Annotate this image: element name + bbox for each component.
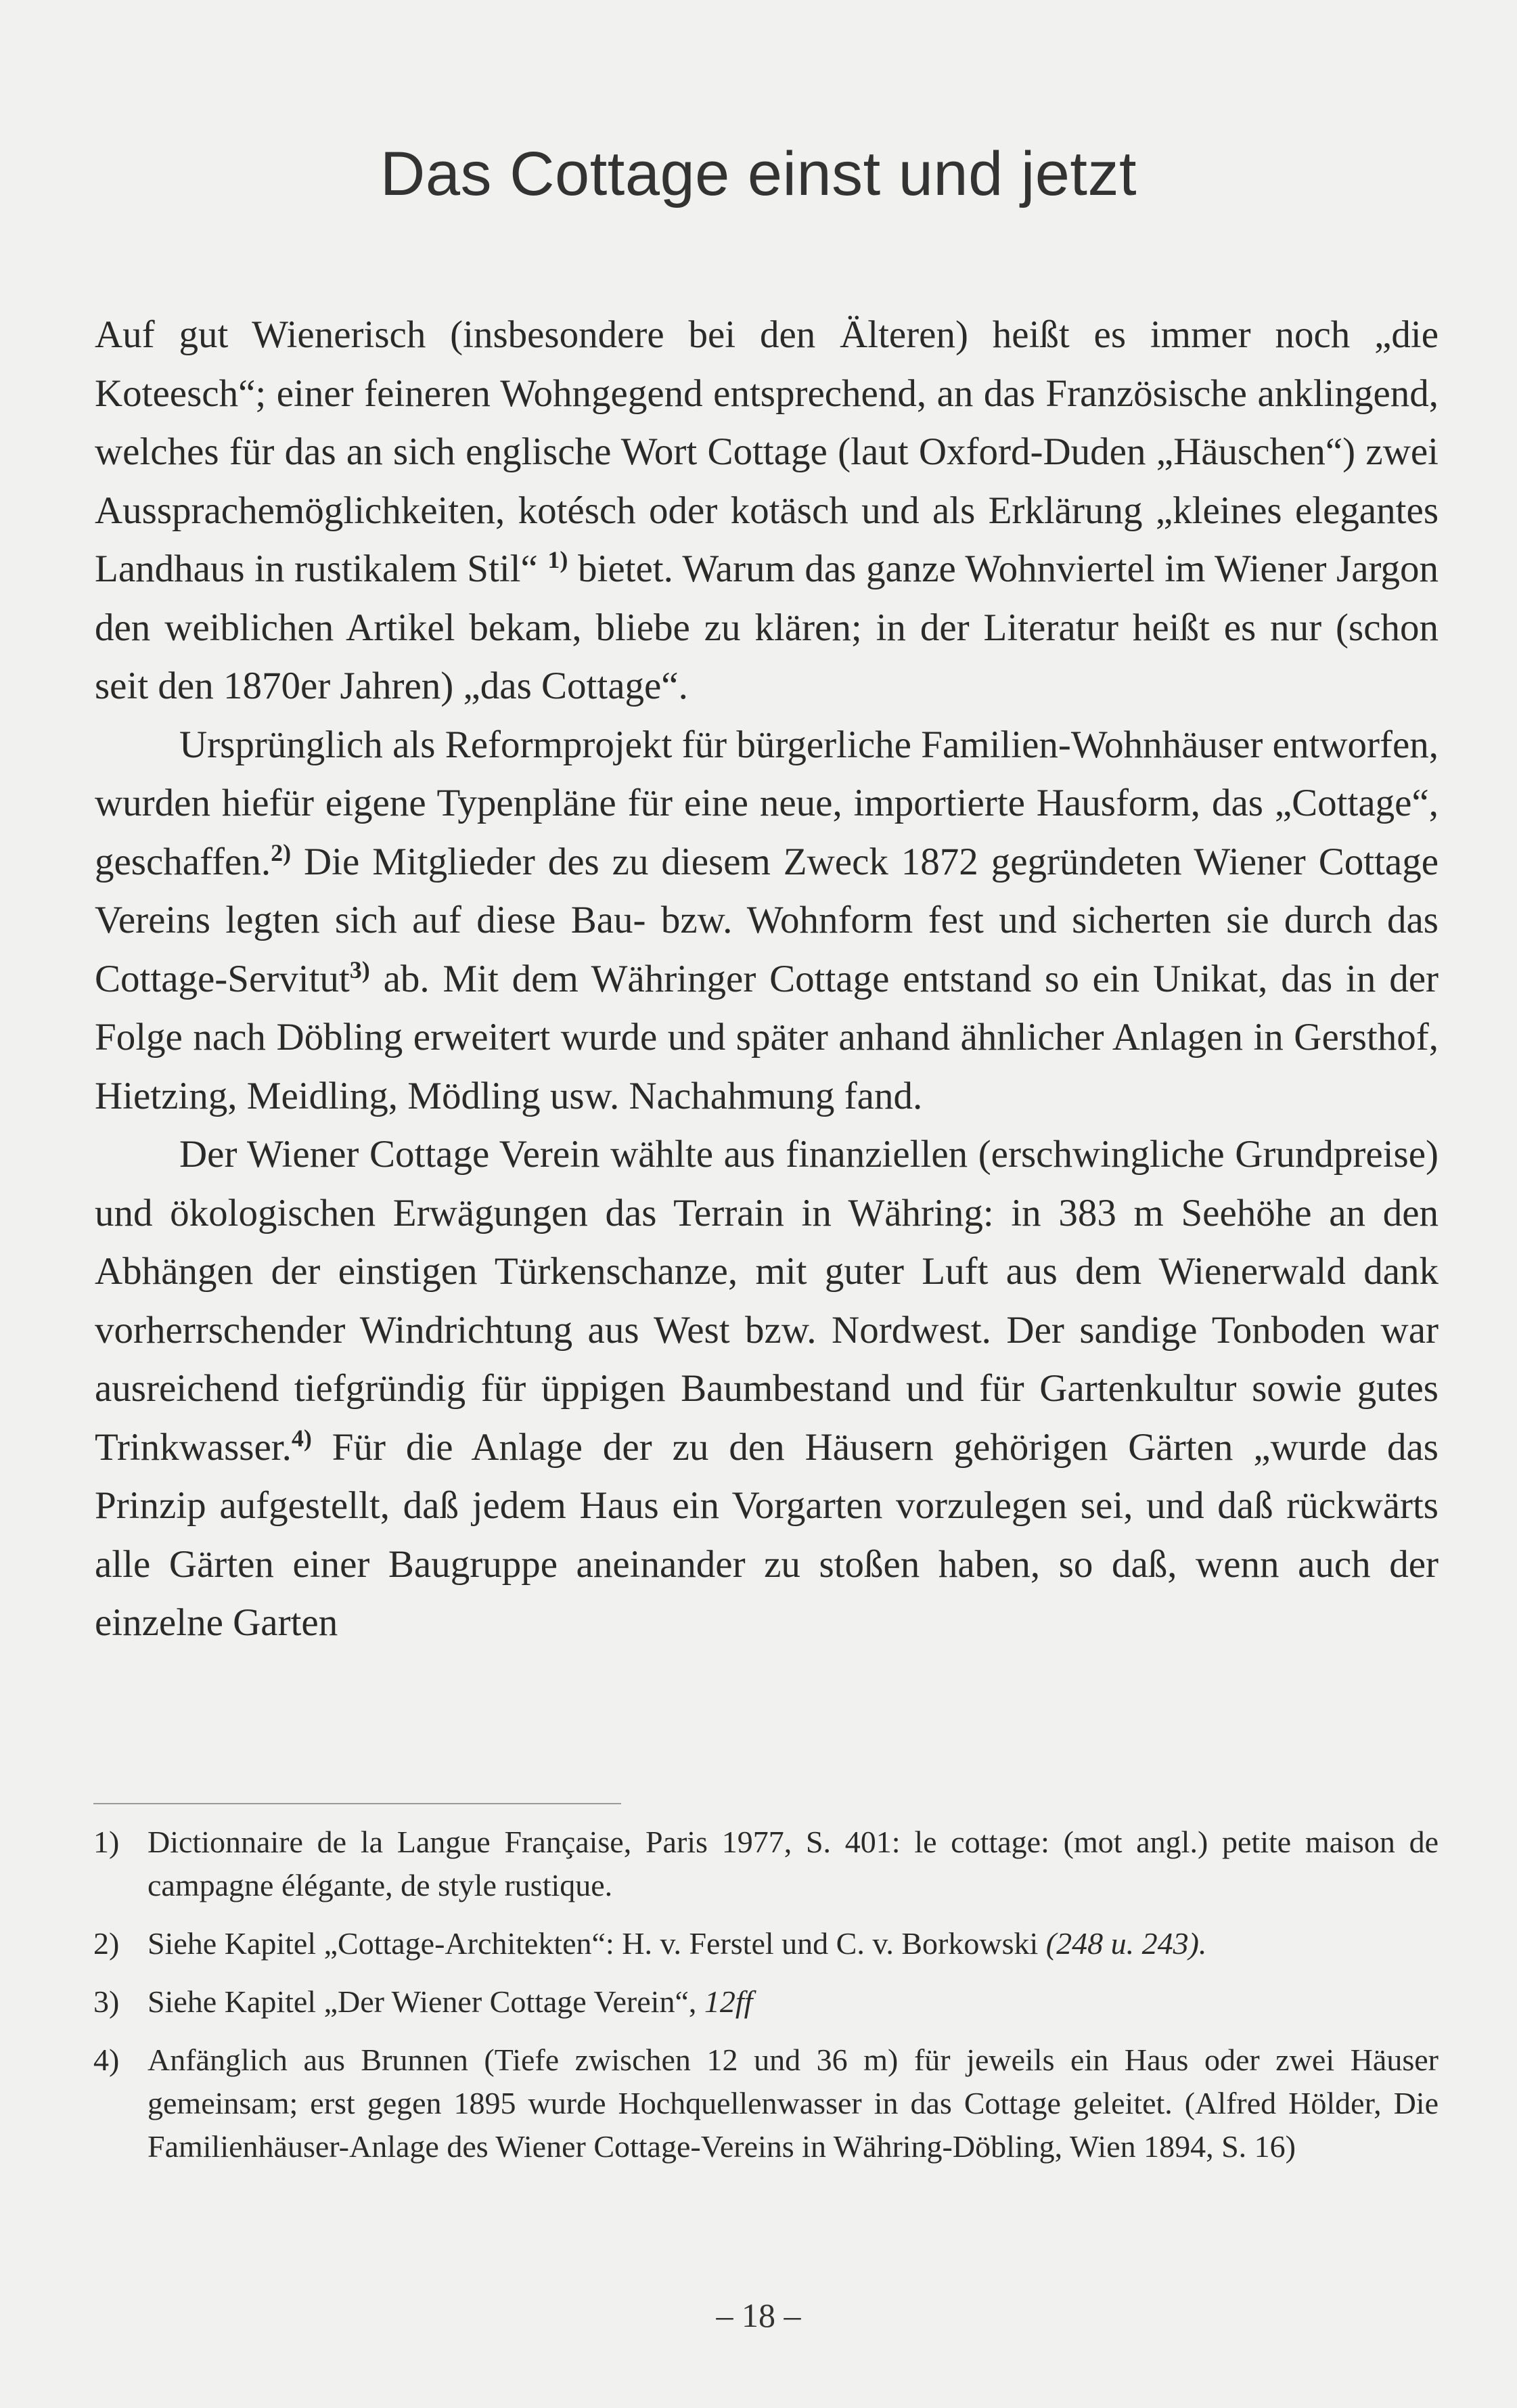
footnote-number: 4)	[93, 2043, 120, 2077]
footnote-number: 1)	[93, 1825, 120, 1859]
footnote-divider	[93, 1803, 621, 1804]
footnote-1	[93, 1821, 1439, 1907]
footnote-page-ref: 12ff	[704, 1984, 753, 2019]
footnote-body: Siehe Kapitel „Der Wiener Cottage Verein“,	[148, 1984, 704, 2019]
footnote-ref-4: 4)	[291, 1424, 312, 1452]
footnote-text	[148, 1980, 1439, 2024]
paragraph-3	[95, 1125, 1439, 1653]
paragraph-1-part-a: Auf gut Wienerisch (insbesondere bei den Älteren) heißt es immer noch „die Koteesch“; einer feineren Wohngegend entsprechend, an das Französische anklingend, welches für das an sich englische Wort Cottage (laut Oxford-Duden „Häuschen“) zwei Aussprachemöglichkeiten, kotésch oder kotäsch und als Erklärung „kleines elegantes Landhaus in rustikalem Stil“	[95, 313, 1439, 590]
paragraph-2	[95, 716, 1439, 1126]
footnote-body: Anfänglich aus Brunnen (Tiefe zwischen 12 und 36 m) für jeweils ein Haus oder zwei Häuser gemeinsam; erst gegen 1895 wurde Hochquellenwasser in das Cottage geleitet. (Alfred Hölder, Die Familienhäuser-Anlage des Wiener Cottage-Vereins in Währing-Döbling, Wien 1894, S. 16)	[148, 2043, 1439, 2164]
paragraph-1-part-b: bietet. Warum das ganze Wohnviertel im Wiener Jargon den weiblichen Artikel bekam, bliebe zu klären; in der Literatur heißt es nur (schon seit den 1870er Jahren) „das Cottage“.	[95, 548, 1439, 707]
paragraph-2-part-a: Ursprünglich als Reformprojekt für bürgerliche Familien-Wohnhäuser entworfen, wurden hiefür eigene Typenpläne für eine neue, importierte Hausform, das „Cottage“, geschaffen.	[95, 723, 1439, 883]
footnote-ref-2: 2)	[271, 839, 292, 866]
footnote-ref-3: 3)	[349, 956, 370, 983]
footnote-text	[148, 1821, 1439, 1907]
footnote-2	[93, 1922, 1439, 1965]
paragraph-2-part-c: ab. Mit dem Währinger Cottage entstand so ein Unikat, das in der Folge nach Döbling erweitert wurde und später anhand ähnlicher Anlagen in Gersthof, Hietzing, Meidling, Mödling usw. Nachahmung fand.	[95, 957, 1439, 1117]
footnote-3	[93, 1980, 1439, 2024]
footnote-body: Dictionnaire de la Langue Française, Paris 1977, S. 401: le cottage: (mot angl.) petite maison de campagne élégante, de style rustique.	[148, 1825, 1439, 1902]
footnote-text	[148, 2038, 1439, 2168]
paragraph-2-part-b: Die Mitglieder des zu diesem Zweck 1872 gegründeten Wiener Cottage Vereins legten sich auf diese Bau- bzw. Wohnform fest und sicherten sie durch das Cottage-Servitut	[95, 840, 1439, 1000]
paragraph-1	[95, 306, 1439, 716]
body-text	[95, 306, 1439, 1653]
footnote-ref-1: 1)	[547, 546, 568, 574]
page-number: – 18 –	[716, 2296, 801, 2334]
paragraph-3-part-b: Für die Anlage der zu den Häusern gehörigen Gärten „wurde das Prinzip aufgestellt, daß jedem Haus ein Vorgarten vorzulegen sei, und daß rückwärts alle Gärten einer Baugruppe aneinander zu stoßen haben, so daß, wenn auch der einzelne Garten	[95, 1425, 1439, 1644]
footnote-number: 2)	[93, 1926, 120, 1961]
chapter-title: Das Cottage einst und jetzt	[380, 139, 1137, 208]
footnote-text	[148, 1922, 1439, 1965]
footnote-4	[93, 2038, 1439, 2168]
footnote-number: 3)	[93, 1984, 120, 2019]
footnotes	[93, 1821, 1439, 2183]
footnote-body: Siehe Kapitel „Cottage-Architekten“: H. v. Ferstel und C. v. Borkowski	[148, 1926, 1046, 1961]
paragraph-3-part-a: Der Wiener Cottage Verein wählte aus finanziellen (erschwingliche Grundpreise) und ökologischen Erwägungen das Terrain in Währing: in 383 m Seehöhe an den Abhängen der einstigen Türkenschanze, mit guter Luft aus dem Wienerwald dank vorherrschender Windrichtung aus West bzw. Nordwest. Der sandige Tonboden war ausreichend tiefgründig für üppigen Baumbestand und für Gartenkultur sowie gutes Trinkwasser.	[95, 1133, 1439, 1469]
footnote-page-ref: (248 u. 243).	[1045, 1926, 1207, 1961]
